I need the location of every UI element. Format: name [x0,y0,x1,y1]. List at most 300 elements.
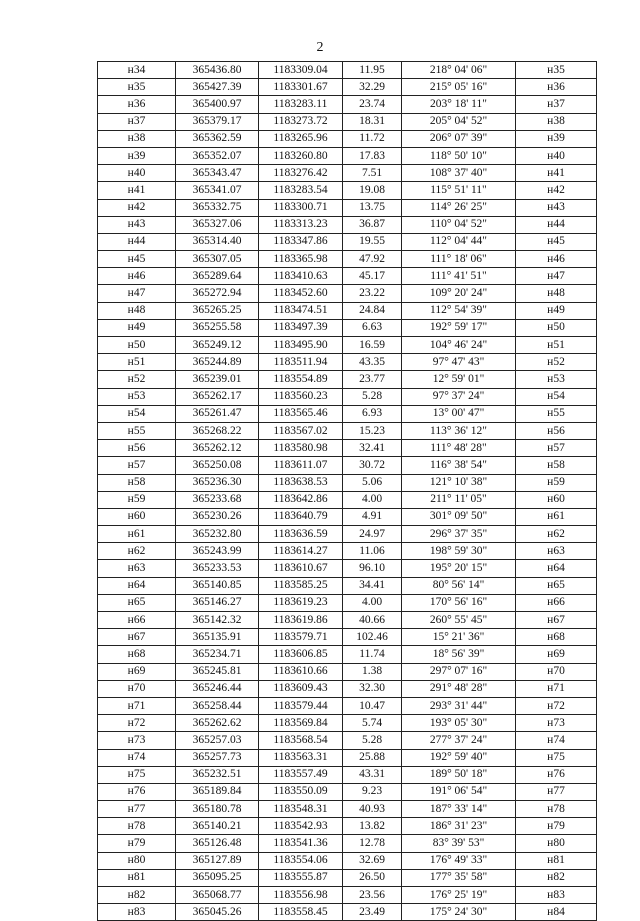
distance-cell: 18.31 [343,113,402,130]
point-to-cell: н57 [516,440,597,457]
table-row [98,766,597,783]
table-row [98,629,597,646]
table-row [98,113,597,130]
distance-cell: 43.31 [343,766,402,783]
y-coordinate-cell: 1183276.42 [259,165,343,182]
y-coordinate-cell: 1183619.23 [259,594,343,611]
point-to-cell: н48 [516,285,597,302]
distance-cell: 102.46 [343,629,402,646]
point-to-cell: н58 [516,457,597,474]
x-coordinate-cell: 365234.71 [176,646,259,663]
table-row [98,302,597,319]
x-coordinate-cell: 365261.47 [176,405,259,422]
point-from-cell: н70 [98,680,176,697]
bearing-cell: 170° 56' 16" [402,594,516,611]
bearing-cell: 187° 33' 14" [402,801,516,818]
distance-cell: 34.41 [343,577,402,594]
table-row [98,251,597,268]
point-from-cell: н38 [98,130,176,147]
point-from-cell: н69 [98,663,176,680]
point-to-cell: н40 [516,147,597,164]
y-coordinate-cell: 1183640.79 [259,508,343,525]
point-to-cell: н50 [516,319,597,336]
x-coordinate-cell: 365127.89 [176,852,259,869]
distance-cell: 24.97 [343,526,402,543]
y-coordinate-cell: 1183638.53 [259,474,343,491]
table-row [98,612,597,629]
bearing-cell: 111° 41' 51" [402,268,516,285]
table-row [98,491,597,508]
bearing-cell: 192° 59' 17" [402,319,516,336]
point-from-cell: н82 [98,887,176,904]
x-coordinate-cell: 365379.17 [176,113,259,130]
x-coordinate-cell: 365262.17 [176,388,259,405]
point-from-cell: н54 [98,405,176,422]
bearing-cell: 113° 36' 12" [402,422,516,439]
point-from-cell: н52 [98,371,176,388]
x-coordinate-cell: 365343.47 [176,165,259,182]
distance-cell: 17.83 [343,147,402,164]
point-to-cell: н74 [516,732,597,749]
x-coordinate-cell: 365135.91 [176,629,259,646]
y-coordinate-cell: 1183273.72 [259,113,343,130]
y-coordinate-cell: 1183579.44 [259,697,343,714]
x-coordinate-cell: 365232.80 [176,526,259,543]
bearing-cell: 198° 59' 30" [402,543,516,560]
bearing-cell: 206° 07' 39" [402,130,516,147]
distance-cell: 40.93 [343,801,402,818]
table-row [98,543,597,560]
distance-cell: 19.08 [343,182,402,199]
point-to-cell: н72 [516,697,597,714]
point-from-cell: н50 [98,337,176,354]
point-from-cell: н76 [98,783,176,800]
bearing-cell: 97° 37' 24" [402,388,516,405]
x-coordinate-cell: 365189.84 [176,783,259,800]
distance-cell: 11.74 [343,646,402,663]
point-to-cell: н64 [516,560,597,577]
x-coordinate-cell: 365243.99 [176,543,259,560]
table-row [98,319,597,336]
x-coordinate-cell: 365233.53 [176,560,259,577]
y-coordinate-cell: 1183542.93 [259,818,343,835]
table-row [98,130,597,147]
distance-cell: 4.91 [343,508,402,525]
point-from-cell: н63 [98,560,176,577]
bearing-cell: 277° 37' 24" [402,732,516,749]
y-coordinate-cell: 1183347.86 [259,233,343,250]
point-to-cell: н79 [516,818,597,835]
x-coordinate-cell: 365307.05 [176,251,259,268]
point-to-cell: н80 [516,835,597,852]
distance-cell: 30.72 [343,457,402,474]
table-row [98,268,597,285]
table-row [98,715,597,732]
point-from-cell: н47 [98,285,176,302]
table-row [98,457,597,474]
point-from-cell: н68 [98,646,176,663]
point-to-cell: н41 [516,165,597,182]
coordinates-table [97,61,597,921]
x-coordinate-cell: 365230.26 [176,508,259,525]
table-row [98,560,597,577]
table-row [98,646,597,663]
point-to-cell: н73 [516,715,597,732]
y-coordinate-cell: 1183606.85 [259,646,343,663]
x-coordinate-cell: 365045.26 [176,904,259,921]
point-to-cell: н83 [516,887,597,904]
y-coordinate-cell: 1183560.23 [259,388,343,405]
point-from-cell: н66 [98,612,176,629]
bearing-cell: 189° 50' 18" [402,766,516,783]
point-from-cell: н41 [98,182,176,199]
y-coordinate-cell: 1183579.71 [259,629,343,646]
x-coordinate-cell: 365262.62 [176,715,259,732]
point-from-cell: н65 [98,594,176,611]
x-coordinate-cell: 365262.12 [176,440,259,457]
point-from-cell: н83 [98,904,176,921]
y-coordinate-cell: 1183301.67 [259,79,343,96]
distance-cell: 19.55 [343,233,402,250]
bearing-cell: 12° 59' 01" [402,371,516,388]
x-coordinate-cell: 365232.51 [176,766,259,783]
distance-cell: 5.06 [343,474,402,491]
table-row [98,371,597,388]
table-row [98,199,597,216]
point-to-cell: н65 [516,577,597,594]
bearing-cell: 83° 39' 53" [402,835,516,852]
point-from-cell: н36 [98,96,176,113]
table-row [98,216,597,233]
x-coordinate-cell: 365095.25 [176,869,259,886]
distance-cell: 43.35 [343,354,402,371]
point-to-cell: н82 [516,869,597,886]
y-coordinate-cell: 1183283.11 [259,96,343,113]
point-from-cell: н58 [98,474,176,491]
distance-cell: 23.22 [343,285,402,302]
point-to-cell: н42 [516,182,597,199]
point-to-cell: н71 [516,680,597,697]
point-to-cell: н63 [516,543,597,560]
distance-cell: 32.30 [343,680,402,697]
distance-cell: 15.23 [343,422,402,439]
point-to-cell: н37 [516,96,597,113]
table-row [98,904,597,921]
distance-cell: 1.38 [343,663,402,680]
point-to-cell: н55 [516,405,597,422]
x-coordinate-cell: 365341.07 [176,182,259,199]
point-from-cell: н45 [98,251,176,268]
point-to-cell: н75 [516,749,597,766]
bearing-cell: 193° 05' 30" [402,715,516,732]
x-coordinate-cell: 365257.03 [176,732,259,749]
point-to-cell: н68 [516,629,597,646]
y-coordinate-cell: 1183452.60 [259,285,343,302]
y-coordinate-cell: 1183568.54 [259,732,343,749]
bearing-cell: 115° 51' 11" [402,182,516,199]
y-coordinate-cell: 1183497.39 [259,319,343,336]
bearing-cell: 110° 04' 52" [402,216,516,233]
point-from-cell: н34 [98,62,176,79]
x-coordinate-cell: 365180.78 [176,801,259,818]
bearing-cell: 203° 18' 11" [402,96,516,113]
x-coordinate-cell: 365250.08 [176,457,259,474]
bearing-cell: 191° 06' 54" [402,783,516,800]
table-row [98,577,597,594]
point-to-cell: н69 [516,646,597,663]
x-coordinate-cell: 365246.44 [176,680,259,697]
distance-cell: 10.47 [343,697,402,714]
table-row [98,887,597,904]
x-coordinate-cell: 365352.07 [176,147,259,164]
distance-cell: 13.75 [343,199,402,216]
distance-cell: 11.72 [343,130,402,147]
point-from-cell: н71 [98,697,176,714]
bearing-cell: 111° 18' 06" [402,251,516,268]
point-to-cell: н70 [516,663,597,680]
y-coordinate-cell: 1183309.04 [259,62,343,79]
point-to-cell: н78 [516,801,597,818]
bearing-cell: 176° 25' 19" [402,887,516,904]
table-row [98,663,597,680]
point-from-cell: н61 [98,526,176,543]
table-row [98,801,597,818]
x-coordinate-cell: 365332.75 [176,199,259,216]
point-from-cell: н78 [98,818,176,835]
bearing-cell: 297° 07' 16" [402,663,516,680]
point-from-cell: н75 [98,766,176,783]
x-coordinate-cell: 365236.30 [176,474,259,491]
bearing-cell: 109° 20' 24" [402,285,516,302]
x-coordinate-cell: 365140.21 [176,818,259,835]
bearing-cell: 108° 37' 40" [402,165,516,182]
point-from-cell: н53 [98,388,176,405]
point-from-cell: н40 [98,165,176,182]
distance-cell: 45.17 [343,268,402,285]
bearing-cell: 260° 55' 45" [402,612,516,629]
table-row [98,680,597,697]
y-coordinate-cell: 1183642.86 [259,491,343,508]
bearing-cell: 177° 35' 58" [402,869,516,886]
distance-cell: 5.28 [343,732,402,749]
table-row [98,474,597,491]
x-coordinate-cell: 365314.40 [176,233,259,250]
bearing-cell: 121° 10' 38" [402,474,516,491]
distance-cell: 25.88 [343,749,402,766]
distance-cell: 6.63 [343,319,402,336]
x-coordinate-cell: 365068.77 [176,887,259,904]
y-coordinate-cell: 1183610.66 [259,663,343,680]
point-from-cell: н51 [98,354,176,371]
y-coordinate-cell: 1183511.94 [259,354,343,371]
distance-cell: 23.49 [343,904,402,921]
bearing-cell: 296° 37' 35" [402,526,516,543]
table-row [98,405,597,422]
point-to-cell: н84 [516,904,597,921]
distance-cell: 96.10 [343,560,402,577]
bearing-cell: 116° 38' 54" [402,457,516,474]
bearing-cell: 293° 31' 44" [402,697,516,714]
point-to-cell: н81 [516,852,597,869]
x-coordinate-cell: 365400.97 [176,96,259,113]
y-coordinate-cell: 1183555.87 [259,869,343,886]
y-coordinate-cell: 1183609.43 [259,680,343,697]
point-from-cell: н67 [98,629,176,646]
y-coordinate-cell: 1183563.31 [259,749,343,766]
point-from-cell: н57 [98,457,176,474]
bearing-cell: 218° 04' 06" [402,62,516,79]
y-coordinate-cell: 1183300.71 [259,199,343,216]
bearing-cell: 18° 56' 39" [402,646,516,663]
table-row [98,852,597,869]
point-to-cell: н60 [516,491,597,508]
table-row [98,732,597,749]
table-row [98,147,597,164]
x-coordinate-cell: 365142.32 [176,612,259,629]
x-coordinate-cell: 365327.06 [176,216,259,233]
point-from-cell: н62 [98,543,176,560]
distance-cell: 6.93 [343,405,402,422]
bearing-cell: 80° 56' 14" [402,577,516,594]
point-from-cell: н35 [98,79,176,96]
x-coordinate-cell: 365289.64 [176,268,259,285]
distance-cell: 23.56 [343,887,402,904]
y-coordinate-cell: 1183610.67 [259,560,343,577]
x-coordinate-cell: 365140.85 [176,577,259,594]
distance-cell: 5.28 [343,388,402,405]
point-from-cell: н72 [98,715,176,732]
bearing-cell: 215° 05' 16" [402,79,516,96]
point-from-cell: н46 [98,268,176,285]
x-coordinate-cell: 365272.94 [176,285,259,302]
point-from-cell: н56 [98,440,176,457]
y-coordinate-cell: 1183260.80 [259,147,343,164]
point-to-cell: н39 [516,130,597,147]
distance-cell: 23.77 [343,371,402,388]
point-to-cell: н38 [516,113,597,130]
table-row [98,869,597,886]
y-coordinate-cell: 1183541.36 [259,835,343,852]
x-coordinate-cell: 365362.59 [176,130,259,147]
table-row [98,337,597,354]
page-number: 2 [316,40,324,55]
point-to-cell: н76 [516,766,597,783]
x-coordinate-cell: 365255.58 [176,319,259,336]
point-to-cell: н43 [516,199,597,216]
y-coordinate-cell: 1183580.98 [259,440,343,457]
y-coordinate-cell: 1183567.02 [259,422,343,439]
x-coordinate-cell: 365265.25 [176,302,259,319]
y-coordinate-cell: 1183614.27 [259,543,343,560]
bearing-cell: 192° 59' 40" [402,749,516,766]
y-coordinate-cell: 1183619.86 [259,612,343,629]
table-row [98,182,597,199]
point-from-cell: н64 [98,577,176,594]
point-from-cell: н42 [98,199,176,216]
bearing-cell: 186° 31' 23" [402,818,516,835]
y-coordinate-cell: 1183410.63 [259,268,343,285]
distance-cell: 11.95 [343,62,402,79]
point-from-cell: н43 [98,216,176,233]
y-coordinate-cell: 1183365.98 [259,251,343,268]
bearing-cell: 301° 09' 50" [402,508,516,525]
point-to-cell: н51 [516,337,597,354]
bearing-cell: 104° 46' 24" [402,337,516,354]
bearing-cell: 291° 48' 28" [402,680,516,697]
x-coordinate-cell: 365249.12 [176,337,259,354]
point-to-cell: н77 [516,783,597,800]
y-coordinate-cell: 1183569.84 [259,715,343,732]
point-from-cell: н81 [98,869,176,886]
table-row [98,422,597,439]
y-coordinate-cell: 1183585.25 [259,577,343,594]
distance-cell: 23.74 [343,96,402,113]
point-to-cell: н35 [516,62,597,79]
bearing-cell: 112° 54' 39" [402,302,516,319]
table-row [98,508,597,525]
distance-cell: 4.00 [343,491,402,508]
y-coordinate-cell: 1183265.96 [259,130,343,147]
point-from-cell: н55 [98,422,176,439]
bearing-cell: 175° 24' 30" [402,904,516,921]
bearing-cell: 112° 04' 44" [402,233,516,250]
table-row [98,388,597,405]
table-row [98,285,597,302]
y-coordinate-cell: 1183550.09 [259,783,343,800]
point-to-cell: н36 [516,79,597,96]
point-to-cell: н47 [516,268,597,285]
bearing-cell: 176° 49' 33" [402,852,516,869]
distance-cell: 36.87 [343,216,402,233]
table-row [98,233,597,250]
distance-cell: 32.69 [343,852,402,869]
distance-cell: 32.41 [343,440,402,457]
x-coordinate-cell: 365258.44 [176,697,259,714]
point-from-cell: н77 [98,801,176,818]
point-to-cell: н53 [516,371,597,388]
x-coordinate-cell: 365233.68 [176,491,259,508]
distance-cell: 7.51 [343,165,402,182]
point-to-cell: н67 [516,612,597,629]
distance-cell: 12.78 [343,835,402,852]
point-to-cell: н59 [516,474,597,491]
distance-cell: 11.06 [343,543,402,560]
x-coordinate-cell: 365126.48 [176,835,259,852]
y-coordinate-cell: 1183313.23 [259,216,343,233]
bearing-cell: 15° 21' 36" [402,629,516,646]
point-to-cell: н44 [516,216,597,233]
table-row [98,165,597,182]
point-to-cell: н52 [516,354,597,371]
point-from-cell: н49 [98,319,176,336]
table-row [98,594,597,611]
y-coordinate-cell: 1183474.51 [259,302,343,319]
y-coordinate-cell: 1183554.06 [259,852,343,869]
distance-cell: 24.84 [343,302,402,319]
distance-cell: 26.50 [343,869,402,886]
y-coordinate-cell: 1183495.90 [259,337,343,354]
point-from-cell: н48 [98,302,176,319]
point-to-cell: н54 [516,388,597,405]
y-coordinate-cell: 1183556.98 [259,887,343,904]
distance-cell: 13.82 [343,818,402,835]
table-row [98,62,597,79]
bearing-cell: 195° 20' 15" [402,560,516,577]
distance-cell: 47.92 [343,251,402,268]
y-coordinate-cell: 1183548.31 [259,801,343,818]
y-coordinate-cell: 1183558.45 [259,904,343,921]
point-from-cell: н39 [98,147,176,164]
